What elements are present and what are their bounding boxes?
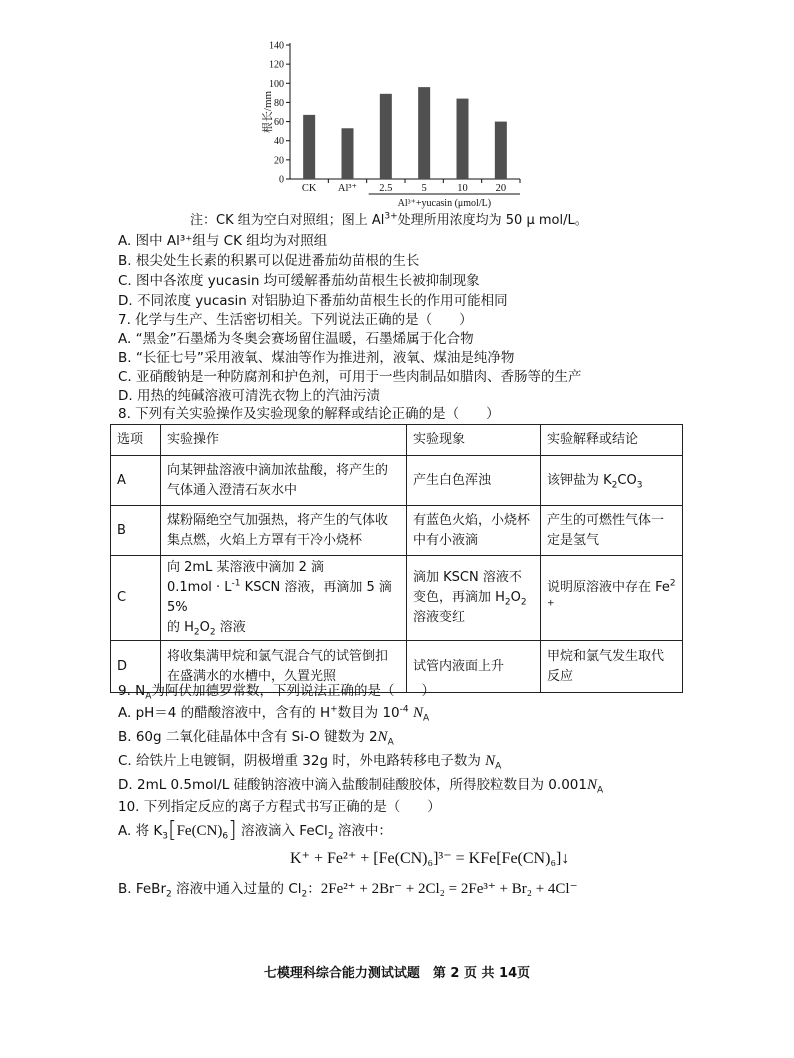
q8-table (110, 424, 683, 693)
header-phenomenon: 实验现象 (407, 425, 541, 456)
x-tick-label: 2.5 (379, 183, 393, 194)
q9-stem: 9. $N_A$为阿伏加德罗常数，下列说法正确的是（ ） (118, 683, 435, 702)
root-length-bar-chart (262, 34, 532, 214)
row-conclusion: 产生的可燃性气体一定是氢气 (541, 506, 683, 556)
chart-bars (303, 87, 507, 179)
row-conclusion: 该钾盐为 $K_2CO_3$ (541, 456, 683, 506)
x-tick-label: 5 (421, 183, 427, 194)
q7-option-b: B. “长征七号”采用液氧、煤油等作为推进剂，液氧、煤油是纯净物 (118, 350, 515, 366)
q7-option-a: A. “黑金”石墨烯为冬奥会赛场留住温暖，石墨烯属于化合物 (118, 331, 474, 347)
page-footer: 七模理科综合能力测试试题 第 2 页 共 14页 (263, 966, 531, 981)
table-row (111, 556, 683, 641)
y-tick-label: 120 (269, 59, 284, 71)
row-option: D (111, 641, 161, 693)
q7-option-c: C. 亚硝酸钠是一种防腐剂和护色剂，可用于一些肉制品如腊肉、香肠等的生产 (118, 369, 582, 385)
row-conclusion: 甲烷和氯气发生取代反应 (541, 641, 683, 693)
y-tick-label: 0 (279, 174, 284, 186)
table-row (111, 506, 683, 556)
y-tick-label: 20 (274, 155, 284, 167)
y-tick-label: 40 (274, 136, 284, 148)
header-option: 选项 (111, 425, 161, 456)
q10-option-a: A. 将 $K_3[Fe(CN)_6]$ 溶液滴入 FeCl$_2$ 溶液中： (118, 818, 392, 843)
bar (342, 128, 354, 179)
row-option: B (111, 506, 161, 556)
chart-axes (286, 43, 520, 194)
y-tick-label: 60 (274, 117, 284, 129)
q10-option-b: B. FeBr$_2$ 溶液中通入过量的 $Cl_2$：2Fe²⁺ + 2Br⁻ + 2Cl₂ = 2Fe³⁺ + Br₂ + 4Cl⁻ (118, 881, 578, 900)
row-phenomenon: 试管内液面上升 (407, 641, 541, 693)
row-phenomenon: 产生白色浑浊 (407, 456, 541, 506)
header-conclusion: 实验解释或结论 (541, 425, 683, 456)
row-option: A (111, 456, 161, 506)
y-tick-label: 100 (269, 78, 284, 90)
q6-option-c: C. 图中各浓度 yucasin 均可缓解番茄幼苗根生长被抑制现象 (118, 273, 480, 289)
chart-note: 注：CK 组为空白对照组；图上 $Al^{3+}$处理所用浓度均为 50 μ mol/L。 (190, 211, 588, 228)
x-tick-label: Al³⁺ (337, 183, 358, 194)
q9-option-a: A. pH＝4 的醋酸溶液中，含有的 H+数目为 $10^{-4}$ $N_A$ (118, 704, 430, 724)
bar (418, 87, 430, 179)
x-tick-label: 10 (457, 183, 468, 194)
q9-option-c: C. 给铁片上电镀铜，阴极增重 32g 时，外电路转移电子数为 $N_A$ (118, 753, 502, 772)
q6-option-b: B. 根尖处生长素的积累可以促进番茄幼苗根的生长 (118, 253, 420, 269)
x-axis-label: Al³⁺+yucasin (μmol/L) (397, 198, 492, 209)
q6-option-a: A. 图中 Al³⁺组与 CK 组均为对照组 (118, 233, 328, 249)
bar (495, 122, 507, 179)
x-tick-label: CK (301, 183, 317, 194)
row-phenomenon: 有蓝色火焰，小烧杯中有小液滴 (407, 506, 541, 556)
header-operation: 实验操作 (161, 425, 407, 456)
row-operation: 将收集满甲烷和氯气混合气的试管倒扣在盛满水的水槽中，久置光照 (161, 641, 407, 693)
row-operation: 向某钾盐溶液中滴加浓盐酸，将产生的气体通入澄清石灰水中 (161, 456, 407, 506)
row-option: C (111, 556, 161, 641)
x-tick-label: 20 (495, 183, 507, 194)
q7-option-d: D. 用热的纯碱溶液可清洗衣物上的汽油污渍 (118, 388, 380, 404)
row-conclusion: 说明原溶液中存在 $Fe^{2+}$ (541, 556, 683, 641)
y-axis-label: 根长/mm (262, 90, 274, 134)
q10-equation-b: 2Fe²⁺ + 2Br⁻ + 2Cl₂ = 2Fe³⁺ + Br₂ + 4Cl⁻ (320, 881, 578, 897)
q9-option-d: D. 2mL 0.5mol/L 硅酸钠溶液中滴入盐酸制硅酸胶体，所得胶粒数目为 $0.001N_A$ (118, 777, 604, 796)
y-tick-label: 140 (269, 40, 284, 52)
y-tick-label: 80 (274, 97, 284, 109)
q7-stem: 7. 化学与生产、生活密切相关。下列说法正确的是（ ） (118, 312, 473, 328)
row-phenomenon: 滴加 KSCN 溶液不变色，再滴加 $H_2O_2$ 溶液变红 (407, 556, 541, 641)
q10-stem: 10. 下列指定反应的离子方程式书写正确的是（ ） (118, 799, 441, 815)
bar (303, 115, 315, 179)
row-operation: 向 2mL 某溶液中滴加 2 滴 $0.1mol \cdot L^{-1}$ KSCN 溶液，再滴加 5 滴 5% 的 $H_2O_2$ 溶液 (161, 556, 407, 641)
q8-table-header (111, 425, 683, 456)
q10-equation-a: K⁺ + Fe²⁺ + [Fe(CN)₆]³⁻ = KFe[Fe(CN)₆]↓ (290, 850, 570, 867)
q9-option-b: B. 60g 二氧化硅晶体中含有 Si-O 键数为 $2N_A$ (118, 729, 394, 748)
q6-option-d: D. 不同浓度 yucasin 对铝胁迫下番茄幼苗根生长的作用可能相同 (118, 293, 508, 309)
table-row (111, 456, 683, 506)
bar (457, 99, 469, 179)
bar (380, 94, 392, 179)
q8-stem: 8. 下列有关实验操作及实验现象的解释或结论正确的是（ ） (118, 406, 500, 422)
row-operation: 煤粉隔绝空气加强热，将产生的气体收集点燃，火焰上方罩有干冷小烧杯 (161, 506, 407, 556)
